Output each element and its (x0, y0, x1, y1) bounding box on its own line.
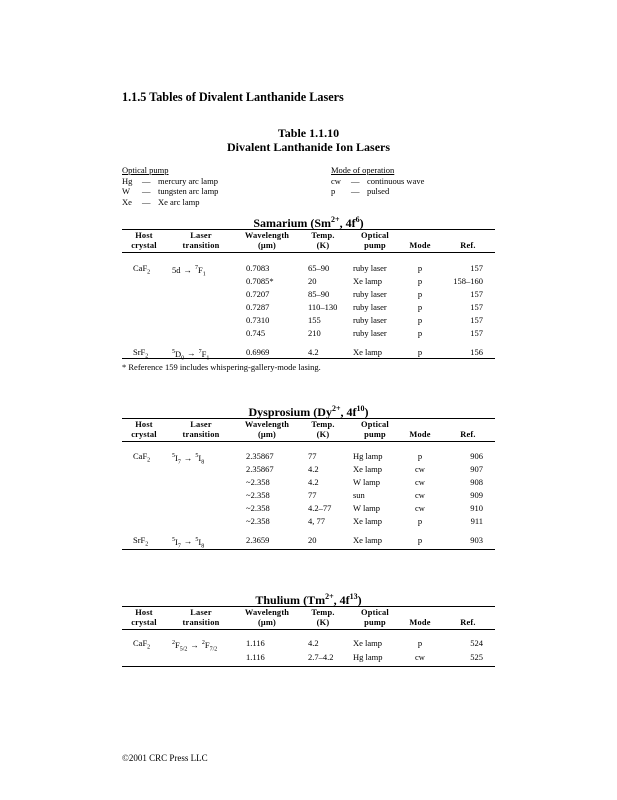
legend-dash: — (351, 186, 360, 196)
host-subscript: 2 (147, 457, 151, 464)
ion-symbol: Sm (314, 216, 332, 230)
header-line-1: Temp. (311, 231, 335, 240)
reference: 903 (470, 534, 483, 545)
optical-pump: ruby laser (353, 301, 387, 312)
header-line-2: Mode (409, 618, 431, 627)
transition-tr-arrow: → (183, 536, 193, 547)
mode: p (417, 275, 423, 286)
table-header-rule (122, 252, 495, 253)
reference: 157 (470, 327, 483, 338)
ion-symbol: Tm (307, 593, 326, 607)
temperature: 2.7–4.2 (308, 651, 334, 662)
wavelength: 1.116 (246, 638, 265, 648)
reference: 906 (470, 451, 483, 461)
ion-name: Samarium (253, 216, 308, 230)
laser-transition (172, 347, 209, 364)
temperature: 20 (308, 534, 317, 545)
mode: p (417, 346, 423, 357)
legend-item (331, 186, 424, 197)
col-wavelength (236, 231, 298, 251)
mode-legend (331, 165, 424, 197)
ion-symbol: Dy (317, 405, 332, 419)
table-top-rule (122, 606, 495, 607)
reference: 525 (470, 651, 483, 662)
reference: 157 (470, 288, 483, 299)
temperature: 65–90 (308, 263, 330, 273)
ion-config: 4f (346, 405, 357, 419)
mode: p (417, 288, 423, 299)
reference: 907 (470, 463, 483, 474)
header-line-2: Mode (409, 241, 431, 250)
optical-pump: W lamp (353, 476, 380, 487)
temperature: 4.2 (308, 638, 319, 648)
host-name: SrF (133, 534, 146, 545)
legend-desc: mercury arc lamp (158, 175, 218, 186)
mode: p (417, 301, 423, 312)
col-mode (403, 420, 437, 440)
transition-tr-a: I (175, 452, 178, 463)
legend-code: Hg (122, 175, 133, 186)
legend-dash: — (351, 175, 360, 186)
transition-tr-a: I (175, 536, 178, 547)
reference: 911 (470, 515, 483, 526)
host-crystal (133, 347, 148, 362)
transition-tr-b: I (198, 452, 202, 463)
temperature: 110–130 (308, 301, 338, 312)
col-temperature (302, 420, 344, 440)
col-ref (449, 608, 487, 628)
transition-tr-b-sub: 1 (206, 355, 210, 362)
header-line-1: Host (135, 608, 153, 617)
mode: cw (415, 489, 425, 500)
transition-tr-b: F (198, 264, 203, 275)
host-subscript: 2 (145, 353, 149, 360)
col-temperature (302, 608, 344, 628)
legend-dash: — (142, 196, 151, 207)
optical-pump: Xe lamp (353, 275, 383, 286)
col-ref (449, 420, 487, 440)
col-host-crystal (122, 420, 166, 440)
ion-config: 4f (339, 593, 350, 607)
transition-tr-b-sup: 2 (201, 640, 205, 646)
ion-config: 4f (345, 216, 356, 230)
header-line-2: Ref. (460, 618, 476, 627)
host-subscript: 2 (147, 269, 151, 276)
transition-tr-a-sup: 5 (172, 348, 175, 355)
wavelength: 0.7083 (246, 263, 270, 273)
transition-tr-b: F (201, 348, 207, 359)
transition-tr-b-sub: 8 (201, 459, 205, 466)
host-name: CaF (133, 638, 148, 648)
wavelength: 0.7287 (246, 301, 270, 312)
host-crystal (133, 638, 150, 653)
legend-code: W (122, 186, 131, 196)
transition-tr-a-sub: 7 (177, 543, 181, 550)
header-line-2: transition (182, 618, 220, 627)
optical-pump: ruby laser (353, 288, 387, 299)
transition-tr-a-sup: 5 (172, 453, 175, 459)
temperature: 4.2 (308, 346, 319, 357)
col-mode (403, 231, 437, 251)
table-header-rule (122, 629, 495, 630)
temperature: 210 (308, 327, 321, 338)
header-line-2: (μm) (257, 430, 277, 439)
header-line-2: pump (364, 618, 386, 627)
host-subscript: 2 (145, 541, 149, 548)
pump-legend (122, 165, 218, 207)
header-line-2: (K) (316, 430, 330, 439)
host-crystal (133, 263, 150, 278)
legend-code: Xe (122, 196, 132, 207)
header-line-1: Host (135, 231, 153, 240)
col-wavelength (236, 420, 298, 440)
optical-pump: sun (353, 489, 365, 500)
host-crystal (133, 451, 150, 466)
col-optical-pump (352, 231, 398, 251)
wavelength: 0.7085* (246, 275, 274, 286)
optical-pump: Xe lamp (353, 638, 383, 648)
transition-tr-a-sub: 7 (177, 459, 181, 466)
table-top-rule (122, 229, 495, 230)
header-line-1: Optical (361, 420, 389, 429)
table-header-rule (122, 441, 495, 442)
temperature: 85–90 (308, 288, 330, 299)
laser-transition (172, 451, 204, 468)
header-line-1: Laser (190, 231, 212, 240)
reference: 910 (470, 502, 483, 513)
reference: 158–160 (453, 275, 483, 286)
temperature: 4, 77 (308, 515, 325, 526)
legend-desc: pulsed (367, 186, 390, 196)
laser-transition (172, 535, 204, 552)
ion-charge: 2+ (331, 215, 340, 224)
table-number: Table 1.1.10 (277, 126, 340, 140)
transition-tr-b-sub: 7/2 (209, 646, 218, 653)
transition-tr-b-sup: 7 (195, 265, 198, 271)
wavelength: 2.35867 (246, 463, 274, 474)
table-top-rule (122, 418, 495, 419)
transition-tr-a-sup: 5 (172, 536, 175, 543)
transition-tr-a-sup: 2 (172, 640, 175, 646)
ion-section-title: Thulium ($Tm^{2+}$, $4f^{13}$) (255, 592, 362, 607)
header-line-2: (K) (316, 618, 330, 627)
col-wavelength (236, 608, 298, 628)
reference: 524 (470, 638, 483, 648)
temperature: 4.2 (308, 476, 319, 487)
temperature: 20 (308, 275, 317, 286)
transition-tr-arrow: → (190, 639, 199, 650)
col-temperature (302, 231, 344, 251)
transition-tr-b: F (204, 639, 210, 650)
header-line-1 (449, 608, 487, 618)
host-subscript: 2 (147, 644, 151, 651)
header-line-1 (449, 420, 487, 430)
wavelength: 2.35867 (246, 451, 274, 461)
col-laser-transition (172, 608, 230, 628)
temperature: 155 (308, 314, 321, 325)
optical-pump: Hg lamp (353, 451, 383, 461)
transition-tr-b: I (198, 536, 202, 547)
mode-legend-heading: Mode of operation (331, 165, 395, 175)
temperature: 77 (308, 451, 317, 461)
optical-pump: ruby laser (353, 314, 387, 325)
mode: cw (415, 463, 425, 474)
transition-tr-b-sup: 5 (195, 536, 199, 543)
ion-config-exp: 10 (356, 404, 365, 413)
reference: 157 (470, 263, 483, 273)
header-line-2: crystal (131, 618, 157, 627)
wavelength: ~2.358 (246, 515, 270, 526)
col-host-crystal (122, 231, 166, 251)
header-line-2: (μm) (257, 618, 277, 627)
header-line-1: Laser (190, 608, 212, 617)
ion-charge: 2+ (325, 592, 334, 601)
mode: p (417, 534, 423, 545)
mode: cw (415, 476, 425, 487)
transition-tr-b-sup: 5 (195, 453, 199, 459)
reference: 156 (470, 346, 483, 357)
transition-tr-arrow: → (187, 348, 196, 359)
optical-pump: Hg lamp (353, 651, 383, 662)
header-line-1: Optical (361, 608, 389, 617)
ion-section-title: Samarium ($Sm^{2+}$, $4f^6$) (253, 215, 364, 230)
legend-item (122, 176, 218, 187)
optical-pump: Xe lamp (353, 515, 383, 526)
table-footnote: * Reference 159 includes whispering-gallery-mode lasing. (122, 362, 321, 372)
transition-tr-b-sup: 7 (198, 348, 202, 355)
legend-desc: tungsten arc lamp (158, 186, 219, 196)
header-line-1 (403, 608, 437, 618)
header-line-2: transition (182, 430, 220, 439)
header-line-2: (μm) (257, 241, 277, 250)
legend-desc: continuous wave (367, 175, 425, 186)
header-line-2: transition (182, 241, 220, 250)
transition-tr-b-sub: 8 (201, 543, 205, 550)
header-line-2: crystal (131, 430, 157, 439)
optical-pump: Xe lamp (353, 534, 383, 545)
transition-tr-a: D (175, 348, 182, 359)
wavelength: 2.3659 (246, 534, 270, 545)
mode: p (417, 327, 423, 338)
legend-item (122, 197, 218, 208)
ion-config-exp: 6 (355, 215, 360, 224)
host-name: CaF (133, 451, 148, 461)
optical-pump: Xe lamp (353, 463, 383, 474)
header-line-1: Wavelength (244, 420, 290, 429)
mode: p (417, 451, 423, 461)
ion-name: Thulium (255, 593, 301, 607)
wavelength: ~2.358 (246, 476, 270, 487)
optical-pump: W lamp (353, 502, 380, 513)
optical-pump: Xe lamp (353, 346, 383, 357)
header-line-2: (K) (316, 241, 330, 250)
host-crystal (133, 535, 148, 550)
header-line-2: Ref. (460, 241, 476, 250)
reference: 909 (470, 489, 483, 500)
col-optical-pump (352, 608, 398, 628)
legend-dash: — (142, 186, 151, 196)
mode: p (417, 314, 423, 325)
reference: 908 (470, 476, 483, 487)
ion-section-title: Dysprosium ($Dy^{2+}$, $4f^{10}$) (248, 404, 369, 419)
pump-legend-heading: Optical pump (122, 165, 169, 175)
transition-tr-a: 5d (172, 264, 181, 275)
header-line-1: Laser (190, 420, 212, 429)
transition-tr-arrow: → (183, 264, 192, 275)
mode: p (417, 638, 423, 648)
laser-transition (172, 638, 217, 655)
wavelength: 0.7207 (246, 288, 270, 299)
transition-tr-a: F (175, 639, 180, 650)
legend-item (331, 176, 424, 187)
col-optical-pump (352, 420, 398, 440)
header-line-1 (403, 420, 437, 430)
col-host-crystal (122, 608, 166, 628)
wavelength: ~2.358 (246, 502, 270, 513)
wavelength: 0.6969 (246, 346, 270, 357)
table-bottom-rule (122, 666, 495, 667)
table-title: Divalent Lanthanide Ion Lasers (226, 140, 391, 154)
ion-charge: 2+ (331, 404, 341, 413)
temperature: 4.2 (308, 463, 319, 474)
copyright-footer: ©2001 CRC Press LLC (122, 753, 208, 763)
mode: p (417, 515, 423, 526)
col-ref (449, 231, 487, 251)
header-line-1 (449, 231, 487, 241)
section-title: 1.1.5 Tables of Divalent Lanthanide Lasers (122, 90, 344, 104)
legend-code: p (331, 186, 336, 196)
temperature: 4.2–77 (308, 502, 332, 513)
col-mode (403, 608, 437, 628)
legend-item (122, 186, 218, 197)
reference: 157 (470, 314, 483, 325)
header-line-2: pump (364, 430, 386, 439)
wavelength: 0.745 (246, 327, 266, 338)
header-line-1: Wavelength (244, 231, 290, 240)
transition-tr-arrow: → (183, 452, 193, 463)
ion-name: Dysprosium (248, 405, 311, 419)
header-line-1: Temp. (311, 608, 335, 617)
legend-desc: Xe arc lamp (158, 196, 200, 207)
ion-config-exp: 13 (349, 592, 358, 601)
transition-tr-a-sub: 0 (181, 355, 185, 362)
temperature: 77 (308, 489, 317, 500)
col-laser-transition (172, 231, 230, 251)
optical-pump: ruby laser (353, 263, 387, 273)
header-line-1 (403, 231, 437, 241)
transition-tr-a-sub: 5/2 (179, 646, 188, 653)
mode: cw (415, 502, 425, 513)
legend-dash: — (142, 175, 151, 186)
laser-transition (172, 263, 206, 280)
wavelength: ~2.358 (246, 489, 270, 500)
mode: p (417, 263, 423, 273)
header-line-2: Ref. (460, 430, 476, 439)
wavelength: 1.116 (246, 651, 265, 662)
header-line-1: Temp. (311, 420, 335, 429)
header-line-1: Host (135, 420, 153, 429)
legend-code: cw (331, 175, 341, 186)
header-line-1: Wavelength (244, 608, 290, 617)
optical-pump: ruby laser (353, 327, 387, 338)
wavelength: 0.7310 (246, 314, 270, 325)
col-laser-transition (172, 420, 230, 440)
host-name: CaF (133, 263, 148, 273)
mode: cw (415, 651, 425, 662)
transition-tr-b-sub: 1 (202, 271, 206, 278)
header-line-2: pump (364, 241, 386, 250)
reference: 157 (470, 301, 483, 312)
header-line-2: Mode (409, 430, 431, 439)
header-line-2: crystal (131, 241, 157, 250)
header-line-1: Optical (361, 231, 389, 240)
host-name: SrF (133, 346, 146, 357)
